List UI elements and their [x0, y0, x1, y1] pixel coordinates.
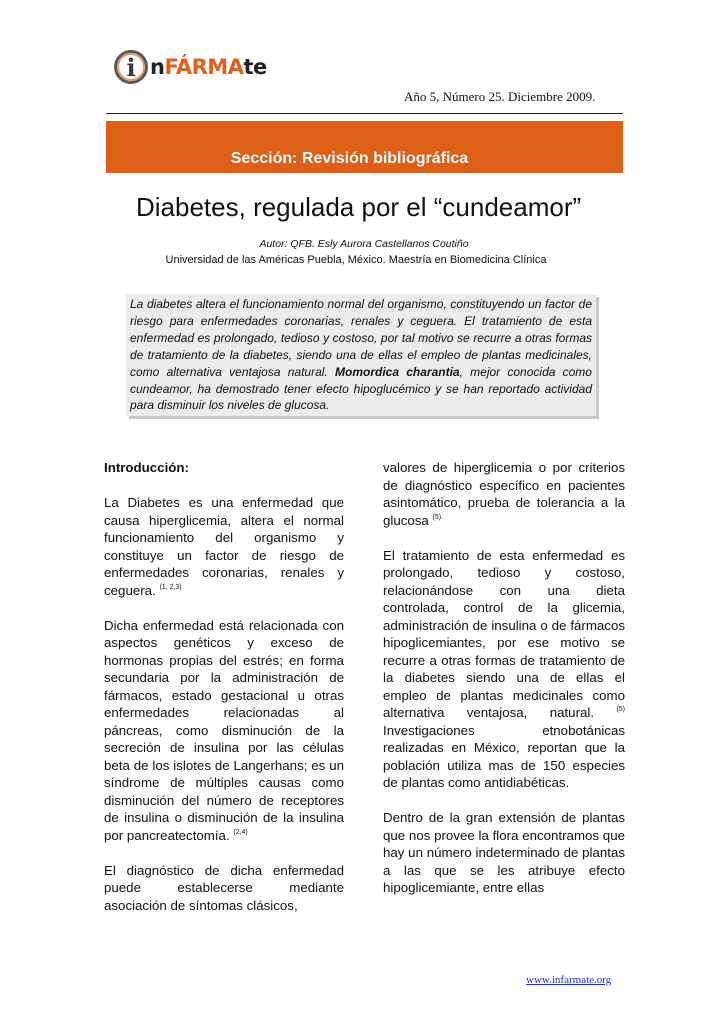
footer-link[interactable]: www.infarmate.org	[526, 974, 612, 986]
logo-wordmark: nFÁRMAte	[150, 55, 267, 79]
article-institution: Universidad de las Américas Puebla, México. Maestría en Biomedicina Clínica	[165, 254, 547, 266]
citation: (1, 2,3)	[159, 583, 182, 591]
abstract-species: Momordica charantia	[335, 364, 460, 379]
section-banner	[106, 121, 623, 173]
intro-heading: Introducción:	[104, 460, 189, 475]
abstract-text-2: , mejor conocida como cundeamor, ha demostrado tener efecto hipoglucémico y se han reportado actividad para disminuir los niveles de glucosa.	[130, 364, 592, 413]
citation: (5).	[432, 513, 444, 521]
citation: (5)	[616, 706, 625, 713]
section-label: Sección: Revisión bibliográfica	[230, 150, 469, 167]
right-column	[383, 459, 625, 914]
article-title: Diabetes, regulada por el “cundeamor”	[136, 192, 582, 222]
abstract-text-1: La diabetes altera el funcionamiento normal del organismo, constituyendo un factor de riesgo para enfermedades coronarias, renales y ceguera. El tratamiento de esta enfermedad es prolongado, tedioso y costoso, por tal motivo se recurre a otras formas de tratamiento de la diabetes, siendo una de ellas el empleo de plantas medicinales, como alternativa ventajosa natural.	[130, 297, 592, 379]
logo-i-icon: i	[114, 50, 148, 84]
citation: (2,4)	[233, 828, 248, 836]
article-author: Autor: QFB. Esly Aurora Castellanos Coutiño	[259, 238, 469, 250]
paragraph: El diagnóstico de dicha enfermedad puede establecerse mediante asociación de síntomas clásicos,	[104, 862, 344, 913]
issue-info: Año 5, Número 25. Diciembre 2009.	[404, 89, 596, 104]
paragraph: Dicha enfermedad está relacionada con aspectos genéticos y exceso de hormonas propias del estrés; en forma secundaria por la administración de fármacos, estado gestacional u otras enfermedades relacionadas al páncreas, como disminución de la secreción de insulina por las células beta de los islotes de Langerhans; es un síndrome de múltiples causas como disminución del número de receptores de insulina o disminución de la insulina por pancreatectomía. $^{(2,4)}$	[104, 617, 344, 843]
header-divider	[106, 113, 623, 114]
infarmate-logo	[114, 47, 267, 87]
paragraph: valores de hiperglicemia o por criterios de diagnóstico específico en pacientes asintomático, prueba de tolerancia a la glucosa $^{(5).}$	[383, 460, 625, 528]
paragraph: El tratamiento de esta enfermedad es prolongado, tedioso y costoso, relacionándose con una dieta controlada, control de la glicemia, administración de insulina o de fármacos hipoglicemiantes, por ese motivo se recurre a otras formas de tratamiento de la diabetes siendo una de ellas el empleo de plantas medicinales como alternativa ventajosa, natural. $^{(5)}$ Investigaciones etnobotánicas realizadas en México, reportan que la población utiliza mas de 150 especies de plantas como antidiabéticas.	[383, 547, 625, 790]
left-column	[104, 459, 344, 932]
abstract-box	[126, 294, 596, 416]
paragraph: Dentro de la gran extensión de plantas que nos provee la flora encontramos que hay un número indeterminado de plantas a las que se les atribuye efecto hipoglicemiante, entre ellas	[383, 810, 625, 895]
paragraph: La Diabetes es una enfermedad que causa hiperglicemia, altera el normal funcionamiento del organismo y constituye un factor de riesgo de enfermedades coronarias, renales y ceguera. $^{(1, 2,3)}$	[104, 495, 344, 598]
